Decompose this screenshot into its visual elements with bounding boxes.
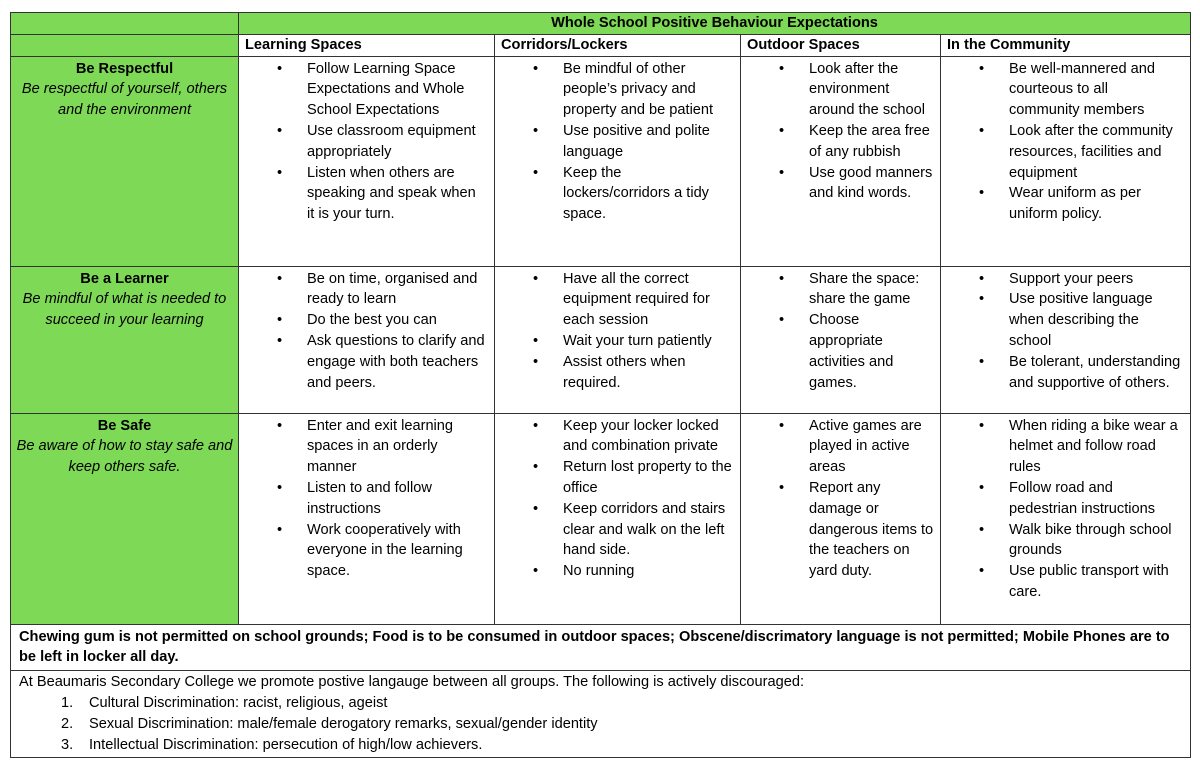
header-corner-cell <box>11 34 239 56</box>
list-item: • Be mindful of other people’s privacy and property and be patient <box>495 59 740 121</box>
list-item: • Wait your turn patiently <box>495 331 740 352</box>
list-item: • Look after the environment around the school <box>741 59 940 121</box>
row-header-be-a-learner <box>11 266 239 413</box>
list-item: • Support your peers <box>941 269 1190 290</box>
cell-learner-learning-spaces <box>239 266 495 413</box>
list-item: • Be on time, organised and ready to learn <box>239 269 494 311</box>
cell-learner-community <box>941 266 1191 413</box>
column-header-learning-spaces: Learning Spaces <box>239 34 495 56</box>
cell-respectful-learning-spaces <box>239 56 495 266</box>
list-item: • Share the space: share the game <box>741 269 940 311</box>
column-header-outdoor-spaces: Outdoor Spaces <box>741 34 941 56</box>
cell-safe-outdoor <box>741 413 941 624</box>
list-item: • Be well-mannered and courteous to all community members <box>941 59 1190 121</box>
list-item: • Keep the lockers/corridors a tidy space. <box>495 163 740 225</box>
row-title: Be Safe <box>97 417 152 434</box>
discouraged-list <box>19 693 1182 755</box>
list-item: • Walk bike through school grounds <box>941 520 1190 562</box>
cell-learner-corridors <box>495 266 741 413</box>
list-item: • Active games are played in active areas <box>741 416 940 478</box>
list-item: • Use good manners and kind words. <box>741 163 940 205</box>
list-item: • Listen to and follow instructions <box>239 478 494 520</box>
list-item: • Keep the area free of any rubbish <box>741 121 940 163</box>
footer-intro: At Beaumaris Secondary College we promote postive langauge between all groups. The following is actively discouraged: <box>19 674 804 691</box>
item-number: 2. <box>61 715 74 732</box>
list-item: • Keep your locker locked and combination private <box>495 416 740 458</box>
row-subtitle: Be aware of how to stay safe and keep others safe. <box>16 438 233 476</box>
cell-respectful-community <box>941 56 1191 266</box>
list-item: • Enter and exit learning spaces in an orderly manner <box>239 416 494 478</box>
list-item: • Follow Learning Space Expectations and Whole School Expectations <box>239 59 494 121</box>
list-item: • Be tolerant, understanding and supportive of others. <box>941 352 1190 394</box>
row-title: Be Respectful <box>75 60 174 77</box>
list-item: • Listen when others are speaking and speak when it is your turn. <box>239 163 494 225</box>
item-number: 3. <box>61 736 74 753</box>
cell-safe-learning-spaces <box>239 413 495 624</box>
list-item <box>19 693 1182 714</box>
list-item: • Keep corridors and stairs clear and walk on the left hand side. <box>495 499 740 561</box>
list-item: • Use positive language when describing the school <box>941 289 1190 351</box>
list-item: • Do the best you can <box>239 310 494 331</box>
list-item: • Return lost property to the office <box>495 457 740 499</box>
list-item: • Report any damage or dangerous items to the teachers on yard duty. <box>741 478 940 582</box>
list-item: • Choose appropriate activities and games. <box>741 310 940 393</box>
rules-note: Chewing gum is not permitted on school grounds; Food is to be consumed in outdoor spaces; Obscene/discrimatory language is not permitted; Mobile Phones are to be left in locker all day. <box>11 624 1191 671</box>
table-row <box>11 56 1191 266</box>
list-item <box>19 735 1182 756</box>
table-title: Whole School Positive Behaviour Expectations <box>239 13 1191 35</box>
expectations-table <box>10 12 1191 758</box>
list-item: • Follow road and pedestrian instructions <box>941 478 1190 520</box>
row-title: Be a Learner <box>80 270 169 287</box>
item-text: Sexual Discrimination: male/female derogatory remarks, sexual/gender identity <box>89 715 598 732</box>
list-item: • Wear uniform as per uniform policy. <box>941 183 1190 225</box>
table-row <box>11 413 1191 624</box>
cell-safe-community <box>941 413 1191 624</box>
row-header-be-respectful <box>11 56 239 266</box>
list-item: • Look after the community resources, facilities and equipment <box>941 121 1190 183</box>
behaviour-expectations-document <box>10 12 1190 758</box>
table-row <box>11 266 1191 413</box>
list-item: • Have all the correct equipment required for each session <box>495 269 740 331</box>
column-header-in-the-community: In the Community <box>941 34 1191 56</box>
item-number: 1. <box>61 694 74 711</box>
cell-safe-corridors <box>495 413 741 624</box>
list-item: • Assist others when required. <box>495 352 740 394</box>
discrimination-footer <box>11 671 1191 758</box>
column-header-corridors-lockers: Corridors/Lockers <box>495 34 741 56</box>
list-item: • No running <box>495 561 740 582</box>
list-item <box>19 714 1182 735</box>
cell-respectful-corridors <box>495 56 741 266</box>
cell-respectful-outdoor <box>741 56 941 266</box>
corner-cell <box>11 13 239 35</box>
list-item: • When riding a bike wear a helmet and follow road rules <box>941 416 1190 478</box>
list-item: • Use public transport with care. <box>941 561 1190 603</box>
cell-learner-outdoor <box>741 266 941 413</box>
item-text: Cultural Discrimination: racist, religious, ageist <box>89 694 388 711</box>
list-item: • Use positive and polite language <box>495 121 740 163</box>
row-header-be-safe <box>11 413 239 624</box>
list-item: • Use classroom equipment appropriately <box>239 121 494 163</box>
row-subtitle: Be mindful of what is needed to succeed in your learning <box>22 291 227 329</box>
list-item: • Ask questions to clarify and engage with both teachers and peers. <box>239 331 494 393</box>
row-subtitle: Be respectful of yourself, others and the environment <box>21 81 228 119</box>
list-item: • Work cooperatively with everyone in the learning space. <box>239 520 494 582</box>
item-text: Intellectual Discrimination: persecution of high/low achievers. <box>89 736 483 753</box>
